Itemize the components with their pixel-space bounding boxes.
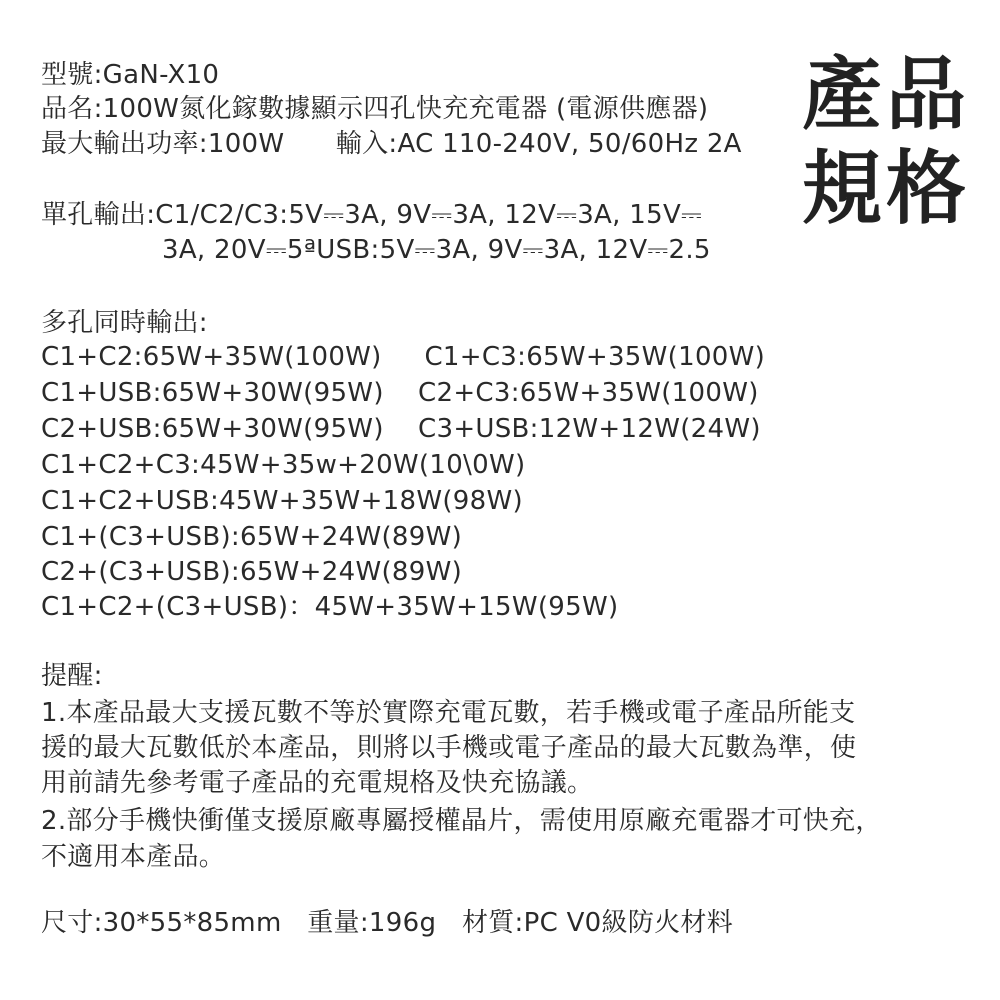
single-output-line-1: 單孔輸出:C1/C2/C3:5V⎓3A, 9V⎓3A, 12V⎓3A, 15V⎓ (41, 200, 703, 230)
multi-output-line: C2+USB:65W+30W(95W) C3+USB:12W+12W(24W) (41, 414, 761, 444)
spec-product-name: 品名:100W氮化鎵數據顯示四孔快充充電器 (電源供應器) (41, 94, 709, 124)
title-line-2: 規格 (802, 142, 970, 235)
note-line: 2.部分手機快衝僅支援原廠專屬授權晶片，需使用原廠充電器才可快充， (41, 806, 882, 836)
multi-output-line: C1+C2+(C3+USB)：45W+35W+15W(95W) (41, 592, 619, 622)
multi-output-line: C1+C2:65W+35W(100W) C1+C3:65W+35W(100W) (41, 342, 766, 372)
note-line: 1.本產品最大支援瓦數不等於實際充電瓦數，若手機或電子產品所能支 (41, 698, 856, 728)
notes-heading: 提醒: (41, 661, 103, 691)
single-output-line-2: 3A, 20V⎓5ªUSB:5V⎓3A, 9V⎓3A, 12V⎓2.5 (162, 235, 711, 265)
note-line: 不適用本產品。 (41, 842, 226, 872)
multi-output-line: C1+C2+USB:45W+35W+18W(98W) (41, 486, 523, 516)
note-line: 用前請先參考電子產品的充電規格及快充協議。 (41, 768, 594, 798)
multi-output-line: C1+C2+C3:45W+35w+20W(10\0W) (41, 450, 526, 480)
note-line: 援的最大瓦數低於本產品，則將以手機或電子產品的最大瓦數為準，使 (41, 733, 857, 763)
multi-output-line: C1+(C3+USB):65W+24W(89W) (41, 522, 463, 552)
spec-power-input: 最大輸出功率:100W 輸入:AC 110-240V, 50/60Hz 2A (41, 129, 742, 159)
spec-model: 型號:GaN-X10 (41, 60, 220, 90)
multi-output-heading: 多孔同時輸出: (41, 308, 208, 338)
multi-output-line: C2+(C3+USB):65W+24W(89W) (41, 557, 463, 587)
multi-output-line: C1+USB:65W+30W(95W) C2+C3:65W+35W(100W) (41, 378, 759, 408)
footer-specs: 尺寸:30*55*85mm 重量:196g 材質:PC V0級防火材料 (41, 908, 734, 938)
title-line-1: 產品 (802, 48, 970, 141)
